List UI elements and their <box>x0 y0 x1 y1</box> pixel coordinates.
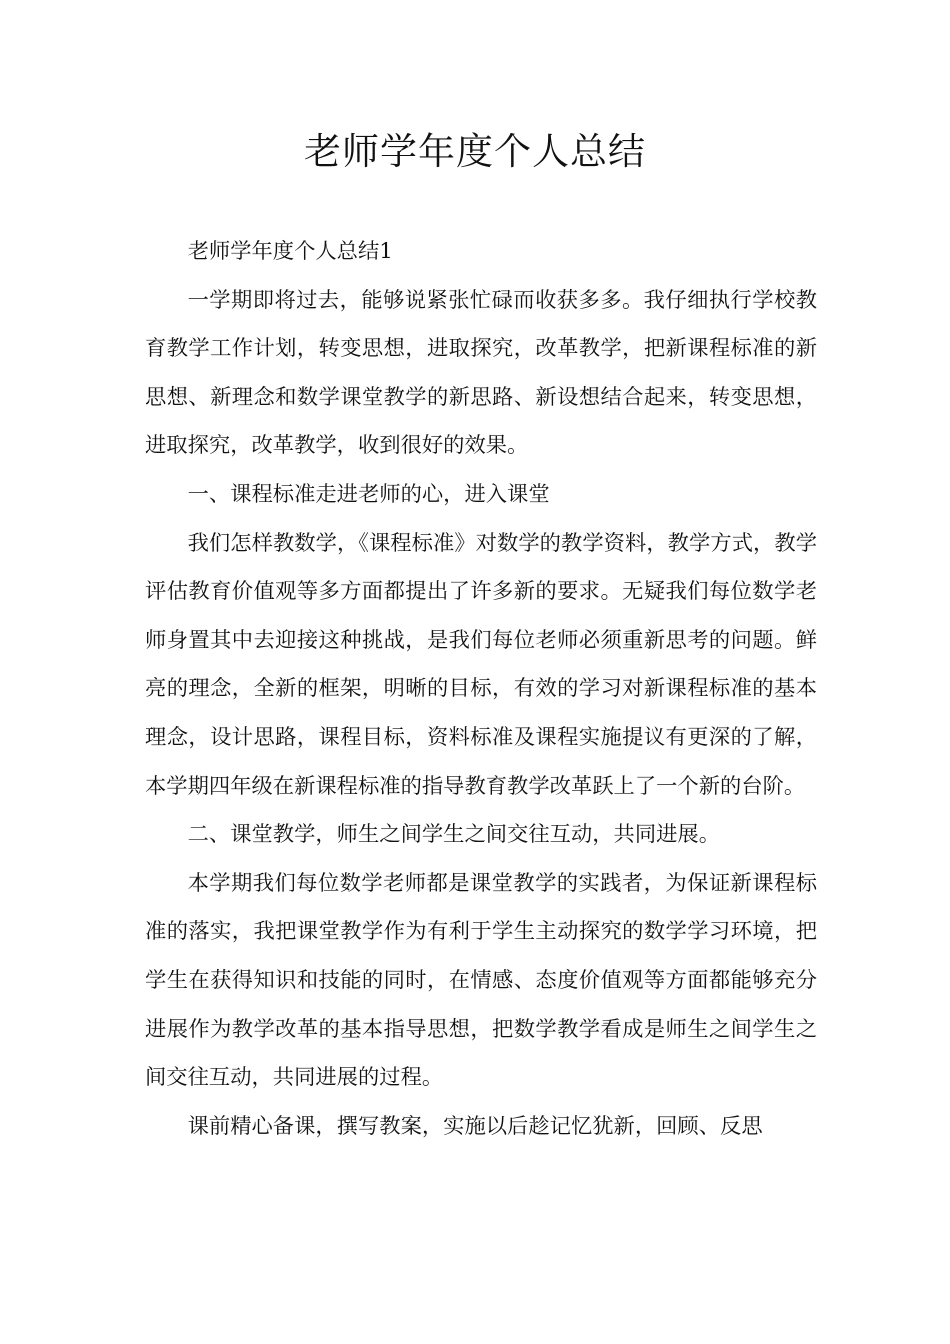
section-heading: 二、课堂教学，师生之间学生之间交往互动，共同进展。 <box>187 822 721 848</box>
paragraph: 本学期我们每位数学老师都是课堂教学的实践者，为保证新课程标准的落实，我把课堂教学作为有利于学生主动探究的数学学习环境，把学生在获得知识和技能的同时，在情感、态度价值观等方面都能够充分进展作为教学改革的基本指导思想，把数学教学看成是师生之间学生之间交往互动，共同进展的过程。 <box>145 870 817 1091</box>
document-body <box>145 228 817 1151</box>
section-heading: 老师学年度个人总结1 <box>187 239 393 264</box>
paragraph: 我们怎样教数学，《课程标准》对数学的教学资料，教学方式，教学评估教育价值观等多方面都提出了许多新的要求。无疑我们每位数学老师身置其中去迎接这种挑战，是我们每位老师必须重新思考的问题。鲜亮的理念，全新的框架，明晰的目标，有效的学习对新课程标准的基本理念，设计思路，课程目标，资料标准及课程实施提议有更深的了解，本学期四年级在新课程标准的指导教育教学改革跃上了一个新的台阶。 <box>145 530 817 799</box>
paragraph: 课前精心备课，撰写教案，实施以后趁记忆犹新，回顾、反思 <box>187 1113 763 1139</box>
paragraph: 一学期即将过去，能够说紧张忙碌而收获多多。我仔细执行学校教育教学工作计划，转变思想，进取探究，改革教学，把新课程标准的新思想、新理念和数学课堂教学的新思路、新设想结合起来，转变思想，进取探究，改革教学，收到很好的效果。 <box>145 287 817 459</box>
document-title: 老师学年度个人总结 <box>304 130 646 173</box>
section-heading: 一、课程标准走进老师的心，进入课堂 <box>187 481 550 507</box>
